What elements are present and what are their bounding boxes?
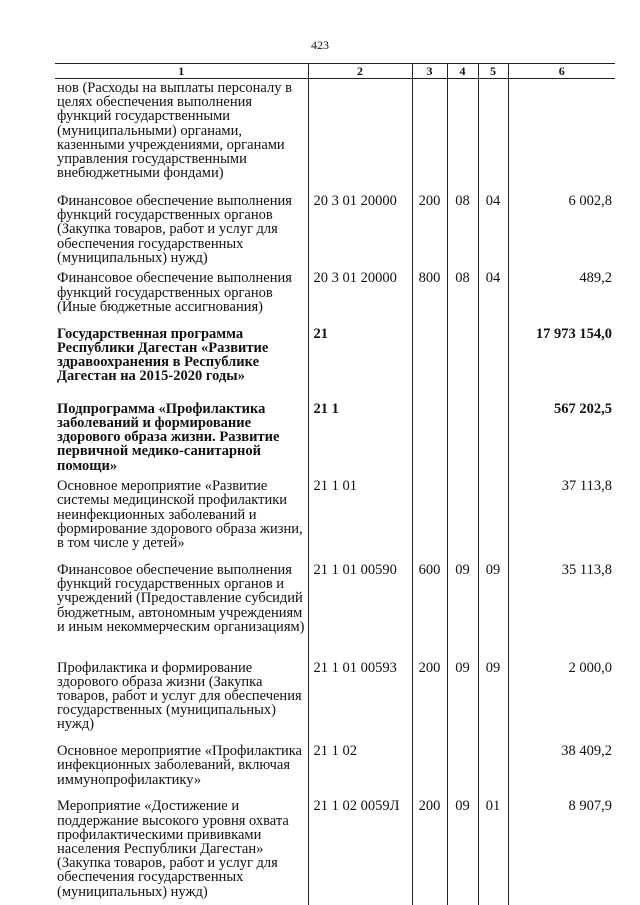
table-row <box>55 561 615 659</box>
row-code: 21 1 01 00593 <box>308 659 412 743</box>
row-code <box>308 79 412 192</box>
row-col4: 09 <box>447 659 478 743</box>
row-col3 <box>412 477 447 561</box>
table-row <box>55 269 615 324</box>
row-code: 21 1 <box>308 400 412 477</box>
row-col5: 04 <box>478 192 508 269</box>
budget-table <box>55 63 615 905</box>
row-col3: 200 <box>412 659 447 743</box>
row-amount: 37 113,8 <box>508 477 615 561</box>
row-name: Финансовое обеспечение выполнения функций государственных органов и учреждений (Предоставление субсидий бюджетным, автономным учреждениям и иным некоммерческим организациям) <box>55 561 308 659</box>
column-header-3: 3 <box>412 64 447 79</box>
row-col4: 08 <box>447 192 478 269</box>
row-name: Профилактика и формирование здорового образа жизни (Закупка товаров, работ и услуг для обеспечения государственных (муниципальных) нужд) <box>55 659 308 743</box>
row-col3 <box>412 325 447 400</box>
table-row <box>55 400 615 477</box>
row-name: Основное мероприятие «Профилактика инфекционных заболеваний, включая иммунопрофилактику» <box>55 742 308 797</box>
row-col3 <box>412 79 447 192</box>
row-col4 <box>447 325 478 400</box>
table-row <box>55 742 615 797</box>
row-name: Государственная программа Республики Дагестан «Развитие здравоохранения в Республике Дагестан на 2015-2020 годы» <box>55 325 308 400</box>
row-amount: 35 113,8 <box>508 561 615 659</box>
table-header-row <box>55 64 615 79</box>
row-col4 <box>447 477 478 561</box>
column-header-4: 4 <box>447 64 478 79</box>
table-row <box>55 797 615 905</box>
row-name: Финансовое обеспечение выполнения функций государственных органов (Иные бюджетные ассигнования) <box>55 269 308 324</box>
row-col3 <box>412 742 447 797</box>
row-code: 21 1 01 <box>308 477 412 561</box>
column-header-2: 2 <box>308 64 412 79</box>
table-row <box>55 477 615 561</box>
row-col5 <box>478 742 508 797</box>
row-col5: 09 <box>478 659 508 743</box>
row-col3: 800 <box>412 269 447 324</box>
row-col5: 04 <box>478 269 508 324</box>
row-name: Основное мероприятие «Развитие системы медицинской профилактики неинфекционных заболеваний и формирование здорового образа жизни, в том числе у детей» <box>55 477 308 561</box>
row-col4: 08 <box>447 269 478 324</box>
row-col5 <box>478 477 508 561</box>
row-code: 21 1 01 00590 <box>308 561 412 659</box>
row-col3 <box>412 400 447 477</box>
page-number: 423 <box>311 38 329 52</box>
column-header-6: 6 <box>508 64 615 79</box>
row-col5 <box>478 79 508 192</box>
table-row <box>55 192 615 269</box>
row-name: Подпрограмма «Профилактика заболеваний и формирование здорового образа жизни. Развитие первичной медико-санитарной помощи» <box>55 400 308 477</box>
row-col4 <box>447 742 478 797</box>
row-amount: 38 409,2 <box>508 742 615 797</box>
row-amount <box>508 79 615 192</box>
row-amount: 489,2 <box>508 269 615 324</box>
row-col4: 09 <box>447 561 478 659</box>
row-amount: 6 002,8 <box>508 192 615 269</box>
row-amount: 17 973 154,0 <box>508 325 615 400</box>
row-col4 <box>447 400 478 477</box>
row-col3: 600 <box>412 561 447 659</box>
table-row <box>55 659 615 743</box>
row-name: Финансовое обеспечение выполнения функций государственных органов (Закупка товаров, работ и услуг для обеспечения государственных (муниципальных) нужд) <box>55 192 308 269</box>
column-header-1: 1 <box>55 64 308 79</box>
row-col5 <box>478 325 508 400</box>
row-col3: 200 <box>412 192 447 269</box>
row-code: 21 1 02 0059Л <box>308 797 412 905</box>
row-col4 <box>447 79 478 192</box>
row-col5: 09 <box>478 561 508 659</box>
table-row <box>55 325 615 400</box>
row-name: нов (Расходы на выплаты персоналу в целях обеспечения выполнения функций государственными (муниципальными) органами, казенными учреждениями, органами управления государственными внебюджетными фондами) <box>55 79 308 192</box>
row-col5 <box>478 400 508 477</box>
row-code: 21 <box>308 325 412 400</box>
table-row <box>55 79 615 192</box>
row-code: 20 3 01 20000 <box>308 269 412 324</box>
row-amount: 567 202,5 <box>508 400 615 477</box>
row-code: 20 3 01 20000 <box>308 192 412 269</box>
row-amount: 8 907,9 <box>508 797 615 905</box>
column-header-5: 5 <box>478 64 508 79</box>
row-col5: 01 <box>478 797 508 905</box>
row-col4: 09 <box>447 797 478 905</box>
row-name: Мероприятие «Достижение и поддержание высокого уровня охвата профилактическими прививками населения Республики Дагестан» (Закупка товаров, работ и услуг для обеспечения государственных (муниципальных) нужд) <box>55 797 308 905</box>
row-amount: 2 000,0 <box>508 659 615 743</box>
row-col3: 200 <box>412 797 447 905</box>
row-code: 21 1 02 <box>308 742 412 797</box>
